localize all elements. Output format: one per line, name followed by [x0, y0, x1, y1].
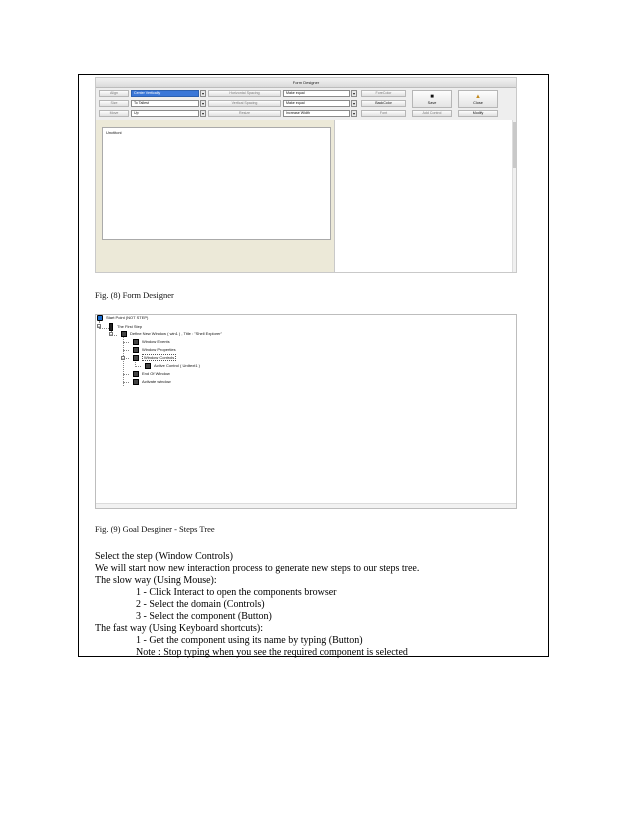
close-window-icon: ▲	[475, 94, 481, 100]
tree-node-root[interactable]	[97, 315, 148, 321]
move-combo[interactable]: Up	[131, 110, 199, 117]
save-label: Save	[427, 101, 437, 105]
resize-button[interactable]: Resize	[208, 110, 281, 117]
tree-node-label: End Of Window	[142, 371, 170, 377]
tree-node-activate-window[interactable]	[133, 379, 171, 385]
tree-node-window-properties[interactable]	[133, 347, 176, 353]
tree-node-label: Window Properties	[142, 347, 176, 353]
window-icon	[133, 347, 139, 353]
paragraph-line: 1 - Click Interact to open the components browser	[136, 587, 337, 598]
resize-dropdown-icon[interactable]: ▾	[352, 111, 355, 116]
tree-node-end-of-window[interactable]	[133, 371, 170, 377]
tree-node-label: Activate window	[142, 379, 171, 385]
form-designer-toolbar	[96, 88, 516, 121]
vertical-scrollbar[interactable]	[512, 120, 516, 273]
forecolor-button[interactable]: ForeColor	[361, 90, 406, 97]
window-icon	[133, 339, 139, 345]
design-surface	[96, 120, 335, 273]
window-icon	[121, 331, 127, 337]
collapse-icon[interactable]: −	[110, 332, 113, 337]
tree-node-label: Window Controls	[144, 355, 175, 361]
tree-node-define-window[interactable]	[121, 331, 222, 337]
font-button[interactable]: Font	[361, 110, 406, 117]
horizontal-spacing-button[interactable]: Horizontal Spacing	[208, 90, 281, 97]
close-label: Close	[473, 101, 483, 105]
horizontal-scrollbar[interactable]	[96, 503, 516, 508]
close-button[interactable]	[458, 90, 498, 108]
paragraph-line: Select the step (Window Controls)	[95, 551, 233, 562]
step-arrow-icon	[109, 323, 113, 331]
vertical-spacing-button[interactable]: Vertical Spacing	[208, 100, 281, 107]
tree-connector	[123, 350, 129, 351]
tree-node-window-events[interactable]	[133, 339, 170, 345]
tree-node-label: Active Control ( Urdtext1 )	[154, 363, 201, 369]
paragraph-line: We will start now new interaction process to generate new steps to our steps tree.	[95, 563, 420, 574]
size-button[interactable]: Size	[99, 100, 129, 107]
window-icon	[133, 355, 139, 361]
figure-8-caption: Fig. (8) Form Designer	[95, 290, 174, 300]
tree-connector	[123, 337, 124, 386]
resize-combo[interactable]: Increase Width	[283, 110, 350, 117]
paragraph-line: 3 - Select the component (Button)	[136, 611, 272, 622]
tree-connector	[123, 382, 129, 383]
save-button[interactable]	[412, 90, 452, 108]
add-control-button[interactable]: Add Control	[412, 110, 452, 117]
align-combo[interactable]: Center Vertically	[131, 90, 199, 97]
paragraph-line: 1 - Get the component using its name by typing (Button)	[136, 635, 363, 646]
vertical-spacing-combo[interactable]: Make equal	[283, 100, 350, 107]
start-point-icon	[97, 315, 103, 321]
window-icon	[133, 371, 139, 377]
form-preview[interactable]	[102, 127, 331, 240]
tree-node-active-control[interactable]	[145, 363, 200, 369]
tree-node-label: The First Step	[117, 324, 143, 330]
tree-node-window-controls[interactable]	[133, 355, 176, 361]
collapse-icon[interactable]: −	[122, 356, 125, 361]
tree-node-label: Define New Window ( win1 ) , Title : "Shell Explorer"	[130, 331, 222, 337]
tree-connector	[99, 328, 109, 329]
scrollbar-thumb[interactable]	[513, 122, 516, 168]
size-combo[interactable]: To Tallest	[131, 100, 199, 107]
paragraph-line: The fast way (Using Keyboard shortcuts):	[95, 623, 264, 634]
form-preview-text: Unctitoni	[106, 130, 122, 135]
move-button[interactable]: Move	[99, 110, 129, 117]
steps-tree	[95, 314, 517, 509]
window-icon	[145, 363, 151, 369]
backcolor-button[interactable]: BackColor	[361, 100, 406, 107]
window-icon	[133, 379, 139, 385]
horizontal-spacing-combo[interactable]: Make equal	[283, 90, 350, 97]
form-designer-title: Form Designer	[96, 78, 516, 88]
paragraph-line: The slow way (Using Mouse):	[95, 575, 217, 586]
align-button[interactable]: Align	[99, 90, 129, 97]
size-dropdown-icon[interactable]: ▾	[201, 101, 204, 106]
horizontal-spacing-dropdown-icon[interactable]: ▾	[352, 91, 355, 96]
tree-node-label: Start Point (NOT STEP)	[106, 315, 149, 321]
collapse-icon[interactable]: −	[98, 324, 101, 329]
paragraph-line: 2 - Select the domain (Controls)	[136, 599, 265, 610]
form-designer-window	[95, 77, 517, 273]
paragraph-line: Note : Stop typing when you see the required component is selected	[136, 647, 408, 658]
modify-button[interactable]: Modify	[458, 110, 498, 117]
tree-connector	[123, 342, 129, 343]
design-surface-right	[335, 120, 517, 273]
tree-node-label: Window Events	[142, 339, 170, 345]
tree-connector	[123, 374, 129, 375]
tree-node-first-step[interactable]	[109, 323, 142, 331]
floppy-disk-icon: ■	[430, 94, 434, 100]
align-dropdown-icon[interactable]: ▾	[201, 91, 204, 96]
figure-9-caption: Fig. (9) Goal Desginer - Steps Tree	[95, 524, 215, 534]
move-dropdown-icon[interactable]: ▾	[201, 111, 204, 116]
vertical-spacing-dropdown-icon[interactable]: ▾	[352, 101, 355, 106]
tree-connector	[135, 366, 141, 367]
